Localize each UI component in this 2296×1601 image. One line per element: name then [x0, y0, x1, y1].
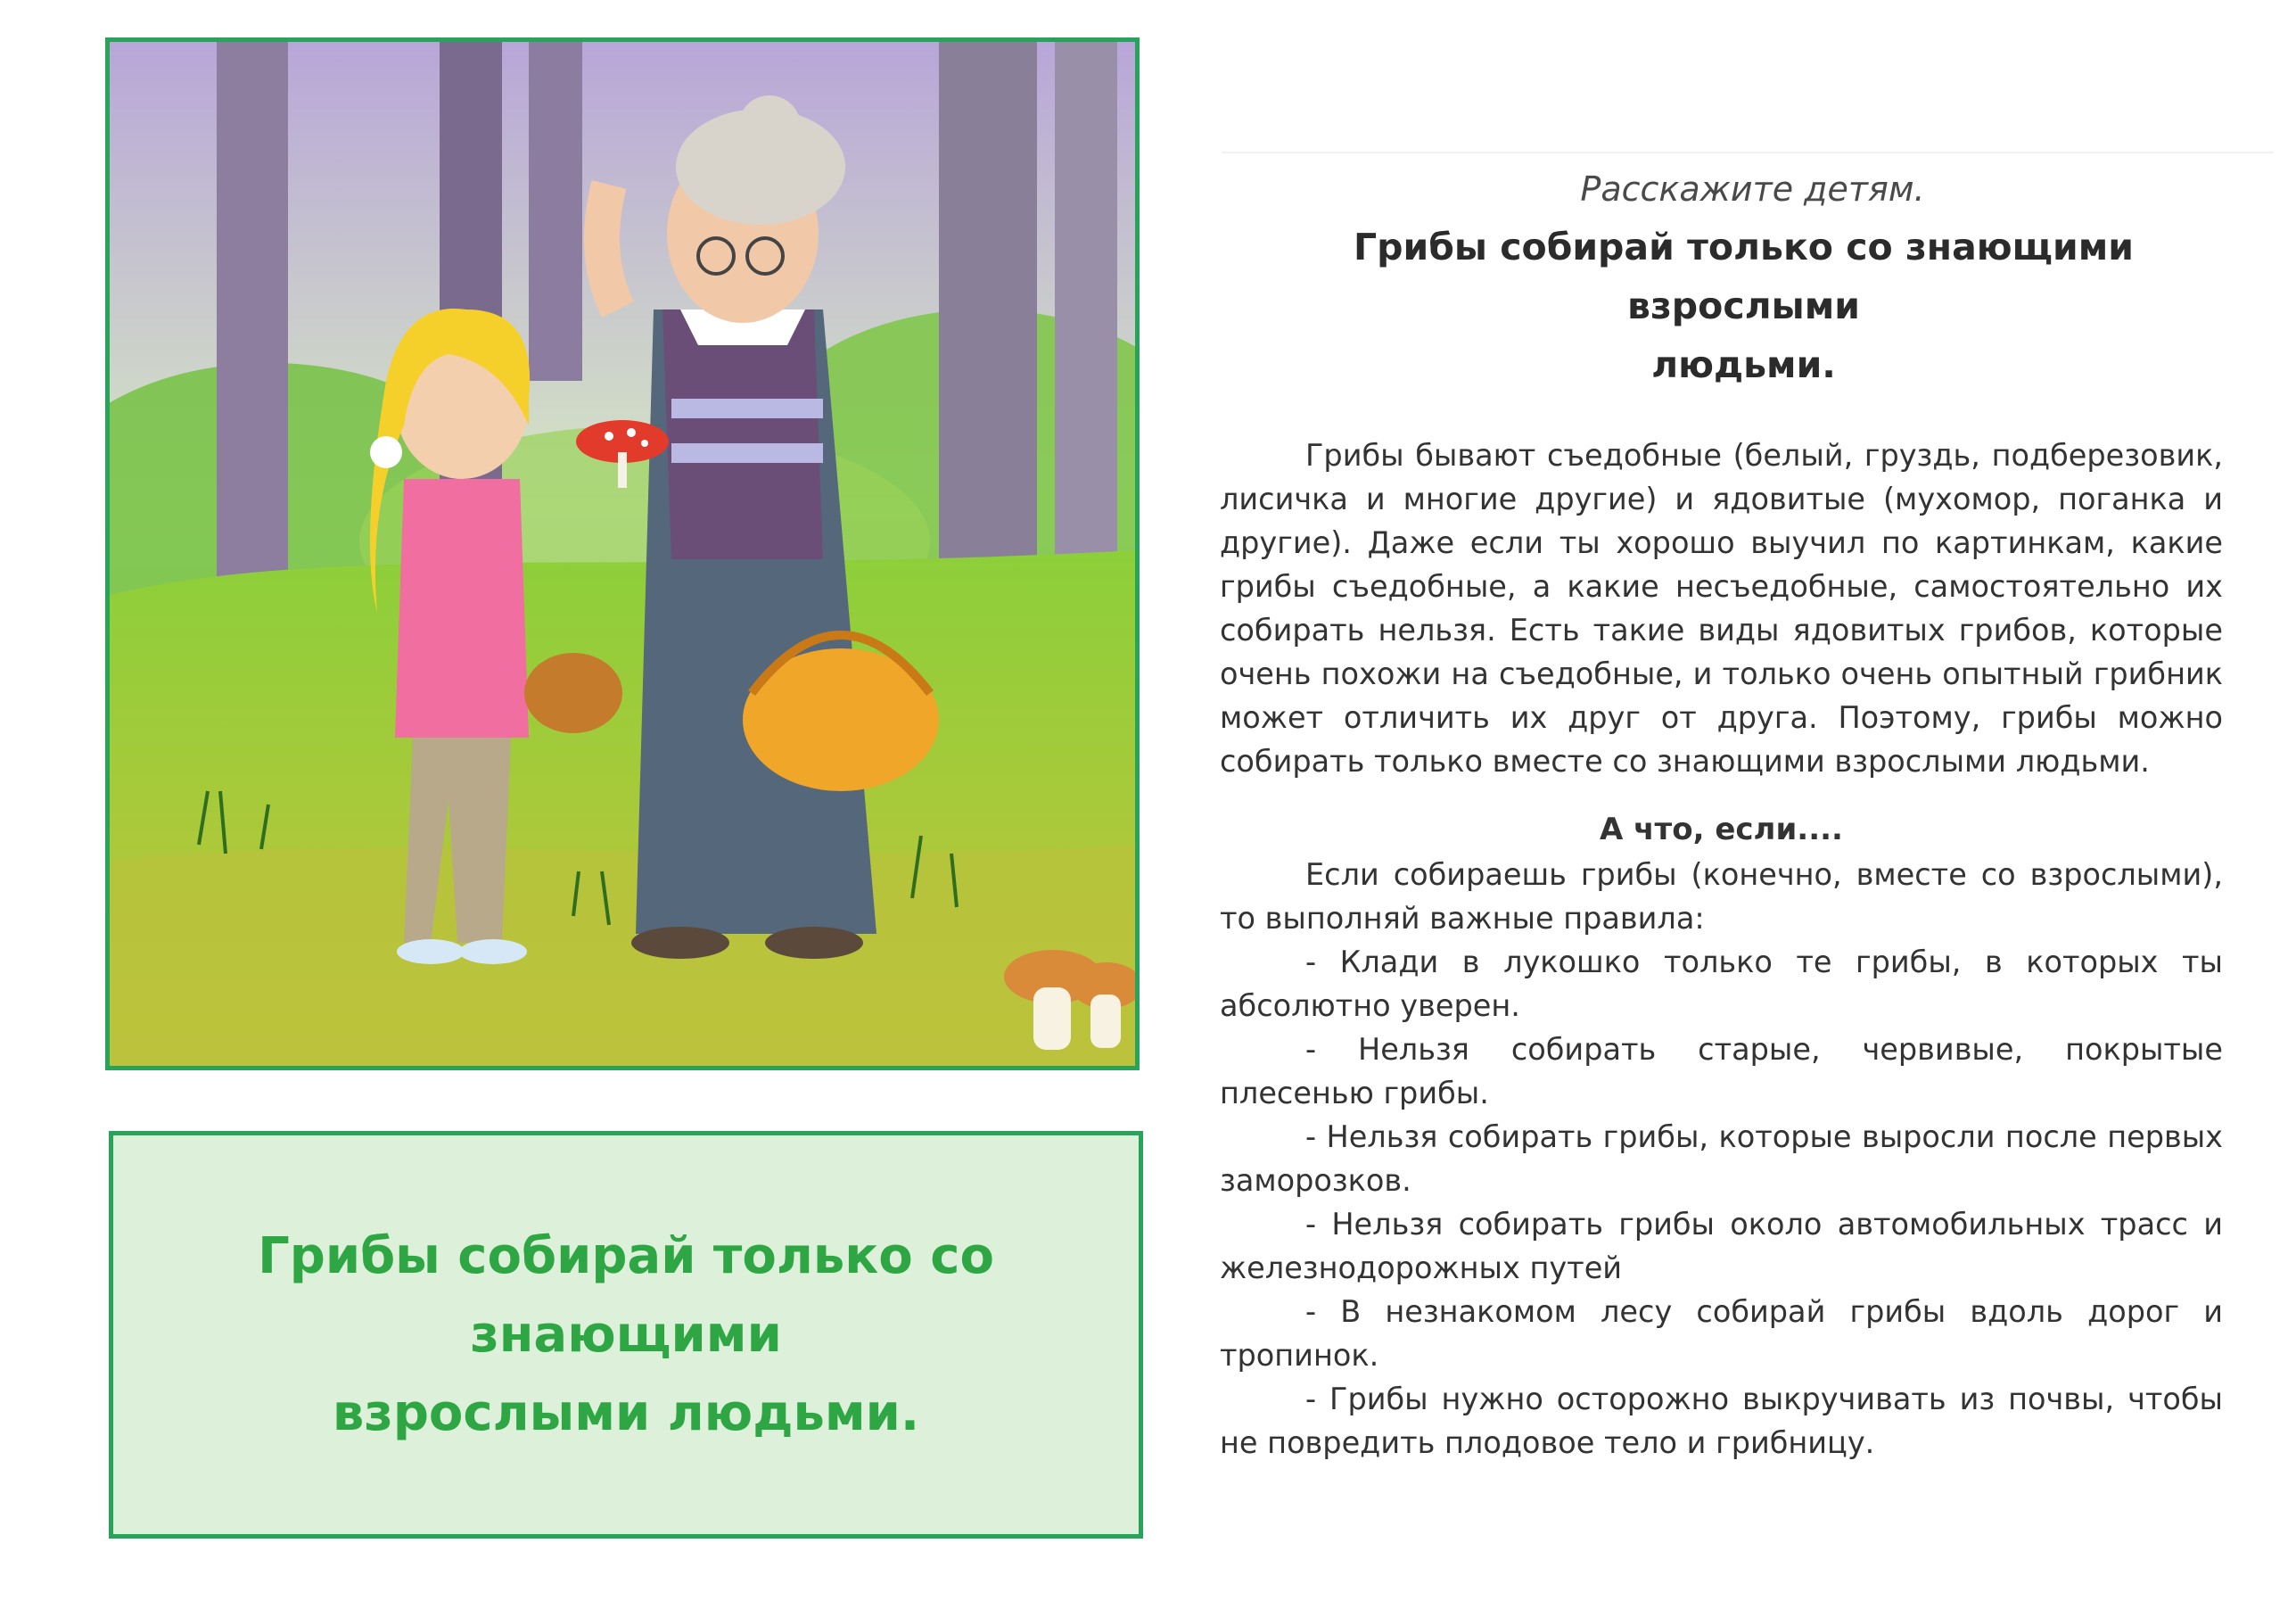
article-paragraph	[1220, 433, 2223, 783]
rule-item: - В незнакомом лесу собирай грибы вдоль дорог и тропинок.	[1220, 1294, 2223, 1373]
motto-box	[109, 1131, 1143, 1539]
rule-item: - Нельзя собирать грибы около автомобильных трасс и железнодорожных путей	[1220, 1207, 2223, 1285]
article-title-line-2: людьми.	[1651, 343, 1836, 386]
article	[1220, 169, 2223, 1465]
article-title	[1264, 218, 2223, 394]
article-intro: Расскажите детям.	[1580, 169, 1925, 209]
motto-line-1: Грибы собирай только со знающими	[258, 1226, 994, 1364]
page-divider	[1222, 152, 2274, 153]
rule-item: - Нельзя собирать грибы, которые выросли после первых заморозков.	[1220, 1119, 2223, 1198]
illustration-frame	[105, 37, 1140, 1070]
rules-list	[1220, 940, 2223, 1465]
rules-lead	[1220, 853, 2223, 940]
motto-text	[136, 1217, 1116, 1453]
rules-lead-text: Если собираешь грибы (конечно, вместе со взрослыми), то выполняй важные правила:	[1220, 857, 2223, 936]
forest-mushroom-illustration	[110, 42, 1135, 1066]
article-subheading: А что, если....	[1600, 812, 1843, 847]
rule-item: - Грибы нужно осторожно выкручивать из почвы, чтобы не повредить плодовое тело и грибницу.	[1220, 1382, 2223, 1460]
article-paragraph-text: Грибы бывают съедобные (белый, груздь, подберезовик, лисичка и многие другие) и ядовитые (мухомор, поганка и другие). Даже если ты хорошо выучил по картинкам, какие грибы съедобные, а какие несъедобные, самостоятельно их собирать нельзя. Есть такие виды ядовитых грибов, которые очень похожи на съедобные, и только очень опытный грибник может отличить их друг от друга. Поэтому, грибы можно собирать только вместе со знающими взрослыми людьми.	[1220, 438, 2223, 779]
article-title-line-1: Грибы собирай только со знающими взрослыми	[1354, 226, 2134, 327]
rule-item: - Нельзя собирать старые, червивые, покрытые плесенью грибы.	[1220, 1032, 2223, 1110]
rule-item: - Клади в лукошко только те грибы, в которых ты абсолютно уверен.	[1220, 945, 2223, 1023]
motto-line-2: взрослыми людьми.	[332, 1383, 920, 1442]
